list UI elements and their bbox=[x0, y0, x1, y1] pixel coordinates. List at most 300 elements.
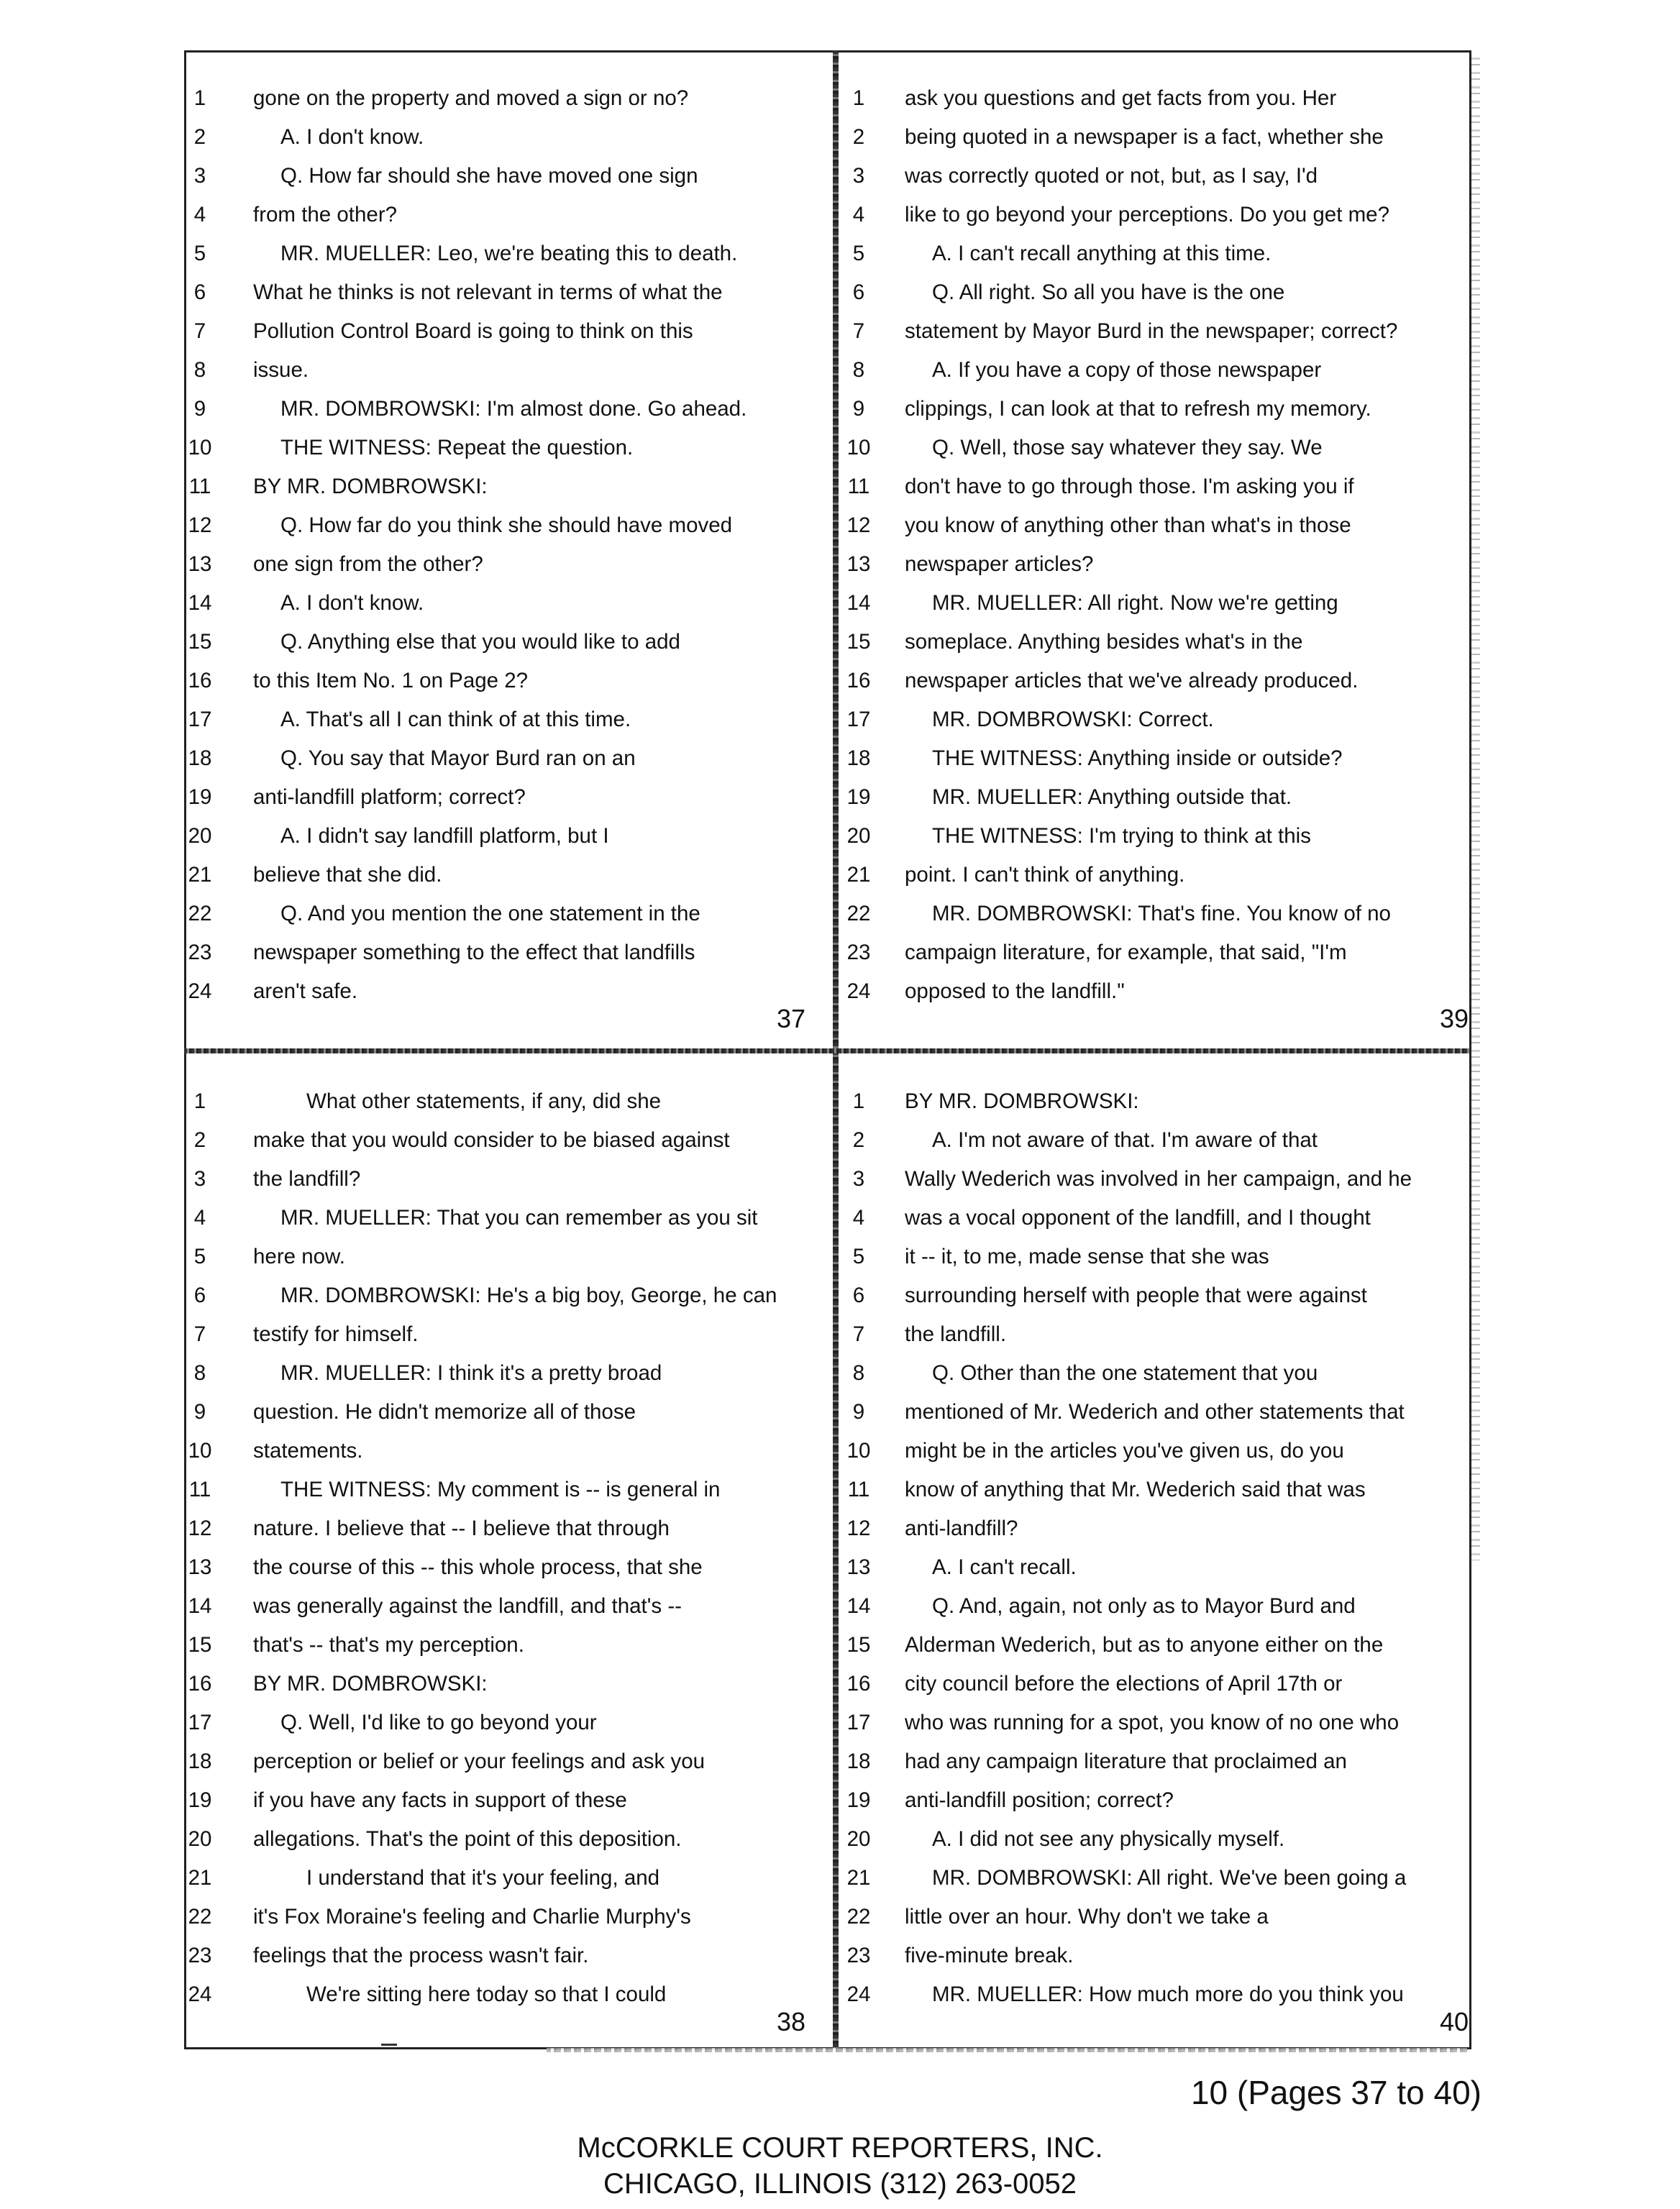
line-number: 9 bbox=[193, 1400, 206, 1424]
line-text: allegations. That's the point of this deposition. bbox=[253, 1827, 682, 1851]
line-number: 7 bbox=[852, 319, 865, 343]
line-text: I understand that it's your feeling, and bbox=[306, 1866, 660, 1890]
line-number: 7 bbox=[193, 319, 206, 343]
line-number: 15 bbox=[846, 1633, 871, 1657]
line-text: surrounding herself with people that were against bbox=[905, 1284, 1367, 1307]
line-number: 20 bbox=[846, 824, 871, 848]
line-text: aren't safe. bbox=[253, 979, 358, 1003]
line-number: 23 bbox=[188, 1944, 212, 1967]
line-number: 23 bbox=[846, 941, 871, 964]
line-text: perception or belief or your feelings and ask you bbox=[253, 1750, 706, 1773]
line-text: was a vocal opponent of the landfill, and I thought bbox=[905, 1206, 1371, 1230]
line-number: 1 bbox=[193, 1089, 206, 1113]
line-number: 23 bbox=[846, 1944, 871, 1967]
line-text: Q. Anything else that you would like to add bbox=[280, 630, 680, 654]
line-number: 23 bbox=[188, 941, 212, 964]
line-text: city council before the elections of April 17th or bbox=[905, 1672, 1343, 1696]
line-text: Q. And you mention the one statement in the bbox=[280, 902, 700, 925]
line-text: A. I don't know. bbox=[280, 591, 424, 615]
transcript-line bbox=[839, 895, 1471, 933]
line-text: Q. How far should she have moved one sign bbox=[280, 164, 698, 188]
transcript-line bbox=[839, 1354, 1471, 1393]
line-number: 14 bbox=[846, 591, 871, 615]
line-text: What other statements, if any, did she bbox=[306, 1089, 662, 1113]
line-text: MR. MUELLER: Leo, we're beating this to death. bbox=[280, 242, 738, 265]
transcript-line bbox=[186, 351, 818, 390]
line-number: 3 bbox=[193, 1167, 206, 1191]
line-number: 10 bbox=[188, 1439, 212, 1463]
transcript-line bbox=[186, 1859, 818, 1898]
transcript-line bbox=[186, 623, 818, 662]
line-number: 21 bbox=[188, 1866, 212, 1890]
line-number: 20 bbox=[188, 824, 212, 848]
line-text: Alderman Wederich, but as to anyone either on the bbox=[905, 1633, 1384, 1657]
transcript-line bbox=[186, 429, 818, 467]
transcript-line bbox=[839, 778, 1471, 817]
transcript-page-38 bbox=[186, 1082, 818, 2075]
line-text: Q. All right. So all you have is the one bbox=[932, 280, 1285, 304]
line-number: 16 bbox=[846, 669, 871, 692]
line-text: like to go beyond your perceptions. Do you get me? bbox=[905, 203, 1389, 227]
transcript-line bbox=[186, 1703, 818, 1742]
page-number: 37 bbox=[776, 1004, 805, 1033]
line-number: 20 bbox=[188, 1827, 212, 1851]
transcript-line bbox=[839, 157, 1471, 196]
line-text: THE WITNESS: Repeat the question. bbox=[280, 436, 634, 459]
line-text: the landfill? bbox=[253, 1167, 361, 1191]
transcript-line bbox=[839, 1199, 1471, 1238]
transcript-line bbox=[839, 312, 1471, 351]
transcript-line bbox=[186, 1742, 818, 1781]
line-text: opposed to the landfill." bbox=[905, 979, 1125, 1003]
line-number: 11 bbox=[847, 1478, 870, 1501]
line-text: here now. bbox=[253, 1245, 345, 1268]
line-number: 8 bbox=[193, 358, 206, 382]
line-text: MR. MUELLER: All right. Now we're getting bbox=[932, 591, 1338, 615]
transcript-line bbox=[186, 196, 818, 234]
transcript-line bbox=[186, 467, 818, 506]
line-number: 2 bbox=[193, 125, 206, 149]
line-text: newspaper articles that we've already produced. bbox=[905, 669, 1359, 692]
pages-summary: 10 (Pages 37 to 40) bbox=[1190, 2074, 1482, 2111]
transcript-line bbox=[186, 1471, 818, 1509]
line-text: was correctly quoted or not, but, as I say, I'd bbox=[905, 164, 1318, 188]
line-text: gone on the property and moved a sign or no? bbox=[253, 86, 689, 110]
line-number: 17 bbox=[846, 1711, 871, 1734]
transcript-line bbox=[839, 662, 1471, 700]
line-number: 3 bbox=[852, 1167, 865, 1191]
page-number: 40 bbox=[1439, 2007, 1469, 2036]
line-text: make that you would consider to be biased against bbox=[253, 1128, 730, 1152]
line-text: MR. MUELLER: That you can remember as you sit bbox=[280, 1206, 758, 1230]
line-number: 1 bbox=[852, 86, 865, 110]
transcript-line bbox=[839, 1898, 1471, 1936]
line-text: anti-landfill? bbox=[905, 1517, 1018, 1540]
transcript-line bbox=[186, 234, 818, 273]
line-number: 12 bbox=[188, 1517, 212, 1540]
transcript-line bbox=[186, 817, 818, 856]
line-number: 5 bbox=[193, 1245, 206, 1268]
line-number: 5 bbox=[852, 242, 865, 265]
transcript-line bbox=[839, 1781, 1471, 1820]
line-number: 1 bbox=[193, 86, 206, 110]
transcript-line bbox=[839, 1548, 1471, 1587]
line-text: Q. And, again, not only as to Mayor Burd and bbox=[932, 1594, 1356, 1618]
transcript-line bbox=[186, 1315, 818, 1354]
transcript-line bbox=[839, 1626, 1471, 1665]
line-number: 22 bbox=[846, 902, 871, 925]
line-number: 5 bbox=[852, 1245, 865, 1268]
transcript-line bbox=[839, 623, 1471, 662]
line-number: 21 bbox=[846, 863, 871, 887]
line-number: 8 bbox=[852, 1361, 865, 1385]
transcript-line bbox=[186, 584, 818, 623]
line-number: 24 bbox=[188, 1982, 212, 2006]
transcript-line bbox=[839, 1665, 1471, 1703]
line-number: 18 bbox=[188, 1750, 212, 1773]
line-number: 3 bbox=[193, 164, 206, 188]
page-number: 39 bbox=[1439, 1004, 1469, 1033]
transcript-line bbox=[839, 1121, 1471, 1160]
line-text: MR. DOMBROWSKI: That's fine. You know of no bbox=[932, 902, 1391, 925]
line-number: 24 bbox=[846, 979, 871, 1003]
line-text: THE WITNESS: Anything inside or outside? bbox=[932, 746, 1343, 770]
transcript-line bbox=[839, 1238, 1471, 1276]
line-text: Q. How far do you think she should have moved bbox=[280, 513, 733, 537]
line-text: statements. bbox=[253, 1439, 363, 1463]
transcript-line bbox=[839, 196, 1471, 234]
line-number: 16 bbox=[188, 1672, 212, 1696]
line-text: from the other? bbox=[253, 203, 398, 227]
line-text: BY MR. DOMBROWSKI: bbox=[253, 1672, 488, 1696]
line-number: 18 bbox=[846, 746, 871, 770]
transcript-line bbox=[839, 429, 1471, 467]
line-text: We're sitting here today so that I could bbox=[306, 1982, 667, 2006]
transcript-line bbox=[839, 817, 1471, 856]
transcript-line bbox=[186, 1781, 818, 1820]
line-text: Pollution Control Board is going to think on this bbox=[253, 319, 693, 343]
line-number: 21 bbox=[846, 1866, 871, 1890]
transcript-line bbox=[186, 1238, 818, 1276]
line-number: 11 bbox=[188, 475, 211, 498]
line-text: clippings, I can look at that to refresh my memory. bbox=[905, 397, 1371, 421]
transcript-line bbox=[186, 79, 818, 118]
line-number: 8 bbox=[193, 1361, 206, 1385]
transcript-line bbox=[186, 390, 818, 429]
line-text: Q. Well, I'd like to go beyond your bbox=[280, 1711, 597, 1734]
line-number: 4 bbox=[852, 1206, 865, 1230]
line-text: Wally Wederich was involved in her campaign, and he bbox=[905, 1167, 1412, 1191]
transcript-line bbox=[186, 1509, 818, 1548]
line-text: A. If you have a copy of those newspaper bbox=[932, 358, 1322, 382]
line-number: 9 bbox=[193, 397, 206, 421]
line-text: that's -- that's my perception. bbox=[253, 1633, 524, 1657]
line-text: THE WITNESS: I'm trying to think at this bbox=[932, 824, 1311, 848]
line-number: 24 bbox=[188, 979, 212, 1003]
transcript-line bbox=[839, 234, 1471, 273]
line-number: 18 bbox=[846, 1750, 871, 1773]
transcript-line bbox=[839, 351, 1471, 390]
line-text: MR. DOMBROWSKI: Correct. bbox=[932, 708, 1214, 731]
line-number: 17 bbox=[188, 1711, 212, 1734]
line-number: 7 bbox=[852, 1322, 865, 1346]
transcript-line bbox=[186, 545, 818, 584]
transcript-line bbox=[839, 545, 1471, 584]
transcript-line bbox=[839, 1587, 1471, 1626]
transcript-line bbox=[186, 778, 818, 817]
transcript-line bbox=[839, 856, 1471, 895]
line-number: 19 bbox=[846, 1788, 871, 1812]
line-number: 14 bbox=[188, 591, 212, 615]
line-text: to this Item No. 1 on Page 2? bbox=[253, 669, 529, 692]
line-number: 4 bbox=[193, 203, 206, 227]
transcript-line bbox=[186, 273, 818, 312]
line-number: 7 bbox=[193, 1322, 206, 1346]
transcript-line bbox=[186, 1548, 818, 1587]
transcript-line bbox=[839, 1082, 1471, 1121]
transcript-line bbox=[186, 1587, 818, 1626]
transcript-line bbox=[839, 1276, 1471, 1315]
transcript-line bbox=[839, 118, 1471, 157]
line-text: A. That's all I can think of at this time. bbox=[280, 708, 631, 731]
transcript-line bbox=[839, 700, 1471, 739]
transcript-line bbox=[186, 1626, 818, 1665]
line-number: 4 bbox=[193, 1206, 206, 1230]
line-text: statement by Mayor Burd in the newspaper; correct? bbox=[905, 319, 1398, 343]
line-text: What he thinks is not relevant in terms of what the bbox=[253, 280, 723, 304]
transcript-line bbox=[186, 739, 818, 778]
transcript-line bbox=[839, 1742, 1471, 1781]
footer-company: McCORKLE COURT REPORTERS, INC. bbox=[577, 2132, 1103, 2164]
line-text: you know of anything other than what's in those bbox=[905, 513, 1351, 537]
transcript-line bbox=[186, 856, 818, 895]
line-text: feelings that the process wasn't fair. bbox=[253, 1944, 589, 1967]
line-number: 6 bbox=[852, 280, 865, 304]
line-number: 13 bbox=[188, 1555, 212, 1579]
line-text: MR. MUELLER: How much more do you think you bbox=[932, 1982, 1404, 2006]
line-number: 2 bbox=[193, 1128, 206, 1152]
transcript-line bbox=[186, 1936, 818, 1975]
line-text: THE WITNESS: My comment is -- is general in bbox=[280, 1478, 721, 1501]
line-text: the landfill. bbox=[905, 1322, 1007, 1346]
line-number: 10 bbox=[846, 436, 871, 459]
line-number: 17 bbox=[188, 708, 212, 731]
transcript-line bbox=[186, 1121, 818, 1160]
transcript-line bbox=[186, 1820, 818, 1859]
line-text: might be in the articles you've given us, do you bbox=[905, 1439, 1344, 1463]
line-text: believe that she did. bbox=[253, 863, 442, 887]
line-text: Q. Well, those say whatever they say. We bbox=[932, 436, 1323, 459]
line-text: question. He didn't memorize all of those bbox=[253, 1400, 636, 1424]
transcript-line bbox=[839, 739, 1471, 778]
line-text: little over an hour. Why don't we take a bbox=[905, 1905, 1269, 1929]
transcript-line bbox=[186, 662, 818, 700]
line-number: 16 bbox=[846, 1672, 871, 1696]
line-number: 24 bbox=[846, 1982, 871, 2006]
line-number: 19 bbox=[846, 785, 871, 809]
transcript-page-40 bbox=[839, 1082, 1471, 2075]
line-text: A. I didn't say landfill platform, but I bbox=[280, 824, 609, 848]
transcript-line bbox=[839, 273, 1471, 312]
scan-artifact-right bbox=[1471, 58, 1480, 1560]
line-number: 15 bbox=[188, 630, 212, 654]
line-text: MR. DOMBROWSKI: I'm almost done. Go ahead. bbox=[280, 397, 747, 421]
transcript-line bbox=[839, 1936, 1471, 1975]
line-number: 15 bbox=[846, 630, 871, 654]
line-text: issue. bbox=[253, 358, 309, 382]
line-number: 6 bbox=[193, 1284, 206, 1307]
line-number: 19 bbox=[188, 1788, 212, 1812]
transcript-line bbox=[839, 1471, 1471, 1509]
line-text: one sign from the other? bbox=[253, 552, 483, 576]
line-text: know of anything that Mr. Wederich said that was bbox=[905, 1478, 1366, 1501]
transcript-line bbox=[186, 700, 818, 739]
transcript-line bbox=[186, 1898, 818, 1936]
transcript-line bbox=[839, 1393, 1471, 1432]
line-number: 6 bbox=[852, 1284, 865, 1307]
line-text: point. I can't think of anything. bbox=[905, 863, 1185, 887]
line-text: MR. DOMBROWSKI: He's a big boy, George, he can bbox=[280, 1284, 777, 1307]
line-text: BY MR. DOMBROWSKI: bbox=[253, 475, 488, 498]
transcript-line bbox=[186, 972, 818, 1011]
line-text: it -- it, to me, made sense that she was bbox=[905, 1245, 1269, 1268]
line-number: 13 bbox=[846, 552, 871, 576]
transcript-line bbox=[839, 1975, 1471, 2014]
transcript-line bbox=[186, 933, 818, 972]
transcript-line bbox=[839, 933, 1471, 972]
line-text: A. I did not see any physically myself. bbox=[932, 1827, 1285, 1851]
line-number: 22 bbox=[188, 902, 212, 925]
line-number: 9 bbox=[852, 397, 865, 421]
line-text: nature. I believe that -- I believe that through bbox=[253, 1517, 670, 1540]
line-text: if you have any facts in support of these bbox=[253, 1788, 627, 1812]
line-text: newspaper something to the effect that landfills bbox=[253, 941, 695, 964]
line-number: 2 bbox=[852, 1128, 865, 1152]
line-text: the course of this -- this whole process, that she bbox=[253, 1555, 703, 1579]
line-number: 17 bbox=[846, 708, 871, 731]
transcript-line bbox=[186, 506, 818, 545]
transcript-line bbox=[186, 1665, 818, 1703]
line-number: 5 bbox=[193, 242, 206, 265]
line-number: 14 bbox=[188, 1594, 212, 1618]
transcript-page-39 bbox=[839, 79, 1471, 1071]
line-text: newspaper articles? bbox=[905, 552, 1094, 576]
transcript-line bbox=[186, 1354, 818, 1393]
line-number: 21 bbox=[188, 863, 212, 887]
line-text: MR. MUELLER: I think it's a pretty broad bbox=[280, 1361, 662, 1385]
line-number: 22 bbox=[188, 1905, 212, 1929]
transcript-line bbox=[839, 1315, 1471, 1354]
line-text: being quoted in a newspaper is a fact, whether she bbox=[905, 125, 1384, 149]
line-number: 22 bbox=[846, 1905, 871, 1929]
transcript-line bbox=[186, 118, 818, 157]
transcript-line bbox=[839, 1859, 1471, 1898]
line-text: A. I'm not aware of that. I'm aware of that bbox=[932, 1128, 1318, 1152]
transcript-line bbox=[839, 1509, 1471, 1548]
line-text: don't have to go through those. I'm asking you if bbox=[905, 475, 1354, 498]
line-text: it's Fox Moraine's feeling and Charlie Murphy's bbox=[253, 1905, 691, 1929]
transcript-line bbox=[839, 972, 1471, 1011]
line-number: 12 bbox=[846, 513, 871, 537]
line-text: BY MR. DOMBROWSKI: bbox=[905, 1089, 1139, 1113]
line-text: anti-landfill position; correct? bbox=[905, 1788, 1174, 1812]
line-number: 8 bbox=[852, 358, 865, 382]
line-number: 15 bbox=[188, 1633, 212, 1657]
line-text: campaign literature, for example, that said, "I'm bbox=[905, 941, 1347, 964]
transcript-line bbox=[186, 1975, 818, 2014]
line-number: 10 bbox=[846, 1439, 871, 1463]
page-number: 38 bbox=[776, 2007, 805, 2036]
line-number: 16 bbox=[188, 669, 212, 692]
transcript-page-37 bbox=[186, 79, 818, 1071]
line-number: 13 bbox=[846, 1555, 871, 1579]
line-text: MR. DOMBROWSKI: All right. We've been going a bbox=[932, 1866, 1407, 1890]
footer-contact: CHICAGO, ILLINOIS (312) 263-0052 bbox=[603, 2168, 1077, 2200]
line-number: 10 bbox=[188, 436, 212, 459]
line-number: 18 bbox=[188, 746, 212, 770]
transcript-line bbox=[839, 1160, 1471, 1199]
line-number: 19 bbox=[188, 785, 212, 809]
transcript-line bbox=[839, 1820, 1471, 1859]
transcript-line bbox=[186, 157, 818, 196]
line-text: five-minute break. bbox=[905, 1944, 1074, 1967]
line-text: A. I can't recall. bbox=[932, 1555, 1077, 1579]
line-text: was generally against the landfill, and that's -- bbox=[253, 1594, 682, 1618]
line-text: someplace. Anything besides what's in the bbox=[905, 630, 1303, 654]
line-text: A. I can't recall anything at this time. bbox=[932, 242, 1272, 265]
transcript-line bbox=[839, 390, 1471, 429]
line-number: 13 bbox=[188, 552, 212, 576]
transcript-line bbox=[186, 1199, 818, 1238]
line-number: 11 bbox=[188, 1478, 211, 1501]
line-text: ask you questions and get facts from you. Her bbox=[905, 86, 1337, 110]
line-number: 4 bbox=[852, 203, 865, 227]
line-text: mentioned of Mr. Wederich and other statements that bbox=[905, 1400, 1405, 1424]
line-number: 3 bbox=[852, 164, 865, 188]
line-text: had any campaign literature that proclaimed an bbox=[905, 1750, 1347, 1773]
transcript-line bbox=[839, 1703, 1471, 1742]
line-text: who was running for a spot, you know of no one who bbox=[905, 1711, 1400, 1734]
transcript-line bbox=[186, 1432, 818, 1471]
line-text: Q. Other than the one statement that you bbox=[932, 1361, 1318, 1385]
line-number: 20 bbox=[846, 1827, 871, 1851]
line-number: 12 bbox=[188, 513, 212, 537]
line-number: 12 bbox=[846, 1517, 871, 1540]
line-number: 11 bbox=[847, 475, 870, 498]
transcript-line bbox=[839, 79, 1471, 118]
line-number: 14 bbox=[846, 1594, 871, 1618]
transcript-line bbox=[186, 312, 818, 351]
line-number: 2 bbox=[852, 125, 865, 149]
transcript-line bbox=[186, 1160, 818, 1199]
transcript-line bbox=[839, 506, 1471, 545]
transcript-line bbox=[186, 1276, 818, 1315]
line-text: anti-landfill platform; correct? bbox=[253, 785, 526, 809]
line-number: 6 bbox=[193, 280, 206, 304]
line-text: testify for himself. bbox=[253, 1322, 419, 1346]
transcript-line bbox=[186, 895, 818, 933]
line-text: MR. MUELLER: Anything outside that. bbox=[932, 785, 1292, 809]
line-text: Q. You say that Mayor Burd ran on an bbox=[280, 746, 636, 770]
line-number: 1 bbox=[852, 1089, 865, 1113]
line-text: A. I don't know. bbox=[280, 125, 424, 149]
transcript-line bbox=[839, 584, 1471, 623]
transcript-line bbox=[839, 1432, 1471, 1471]
transcript-line bbox=[839, 467, 1471, 506]
line-number: 9 bbox=[852, 1400, 865, 1424]
transcript-line bbox=[186, 1393, 818, 1432]
transcript-line bbox=[186, 1082, 818, 1121]
